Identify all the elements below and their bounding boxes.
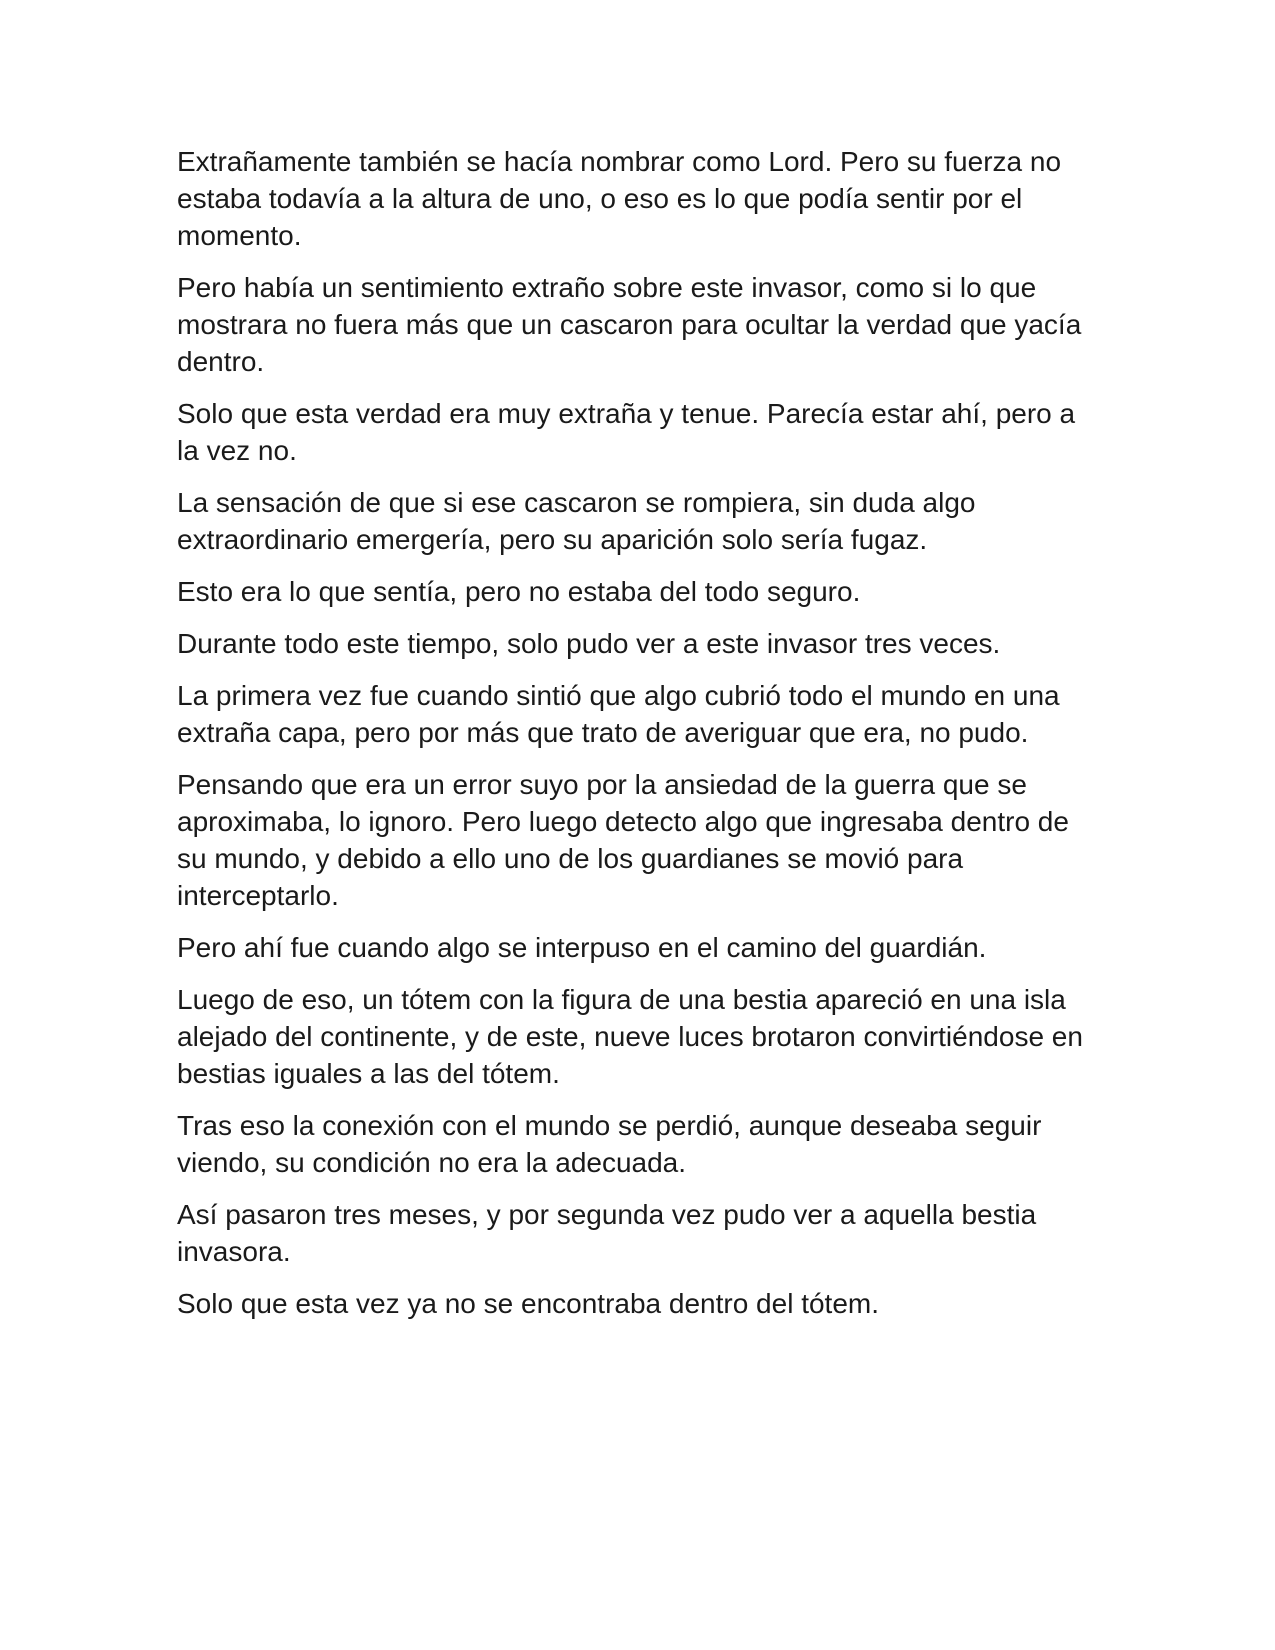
paragraph: La primera vez fue cuando sintió que algo cubrió todo el mundo en una extraña capa, pero por más que trato de averiguar que era, no pudo. <box>177 680 1060 748</box>
paragraph: Luego de eso, un tótem con la figura de una bestia apareció en una isla alejado del continente, y de este, nueve luces brotaron convirtiéndose en bestias iguales a las del tótem. <box>177 984 1083 1089</box>
paragraph: Solo que esta vez ya no se encontraba dentro del tótem. <box>177 1288 880 1319</box>
paragraph: Tras eso la conexión con el mundo se perdió, aunque deseaba seguir viendo, su condición no era la adecuada. <box>177 1110 1042 1178</box>
paragraph: Solo que esta verdad era muy extraña y tenue. Parecía estar ahí, pero a la vez no. <box>177 398 1076 466</box>
document-body <box>177 143 1097 1337</box>
paragraph: Pero ahí fue cuando algo se interpuso en el camino del guardián. <box>177 932 987 963</box>
paragraph: Extrañamente también se hacía nombrar como Lord. Pero su fuerza no estaba todavía a la altura de uno, o eso es lo que podía sentir por el momento. <box>177 146 1062 251</box>
paragraph: Así pasaron tres meses, y por segunda vez pudo ver a aquella bestia invasora. <box>177 1199 1037 1267</box>
paragraph: Pero había un sentimiento extraño sobre este invasor, como si lo que mostrara no fuera más que un cascaron para ocultar la verdad que yacía dentro. <box>177 272 1082 377</box>
paragraph: Pensando que era un error suyo por la ansiedad de la guerra que se aproximaba, lo ignoro. Pero luego detecto algo que ingresaba dentro de su mundo, y debido a ello uno de los guardianes se movió para interceptarlo. <box>177 769 1069 911</box>
paragraph: Esto era lo que sentía, pero no estaba del todo seguro. <box>177 576 861 607</box>
paragraph: Durante todo este tiempo, solo pudo ver a este invasor tres veces. <box>177 628 1001 659</box>
paragraph: La sensación de que si ese cascaron se rompiera, sin duda algo extraordinario emergería, pero su aparición solo sería fugaz. <box>177 487 976 555</box>
